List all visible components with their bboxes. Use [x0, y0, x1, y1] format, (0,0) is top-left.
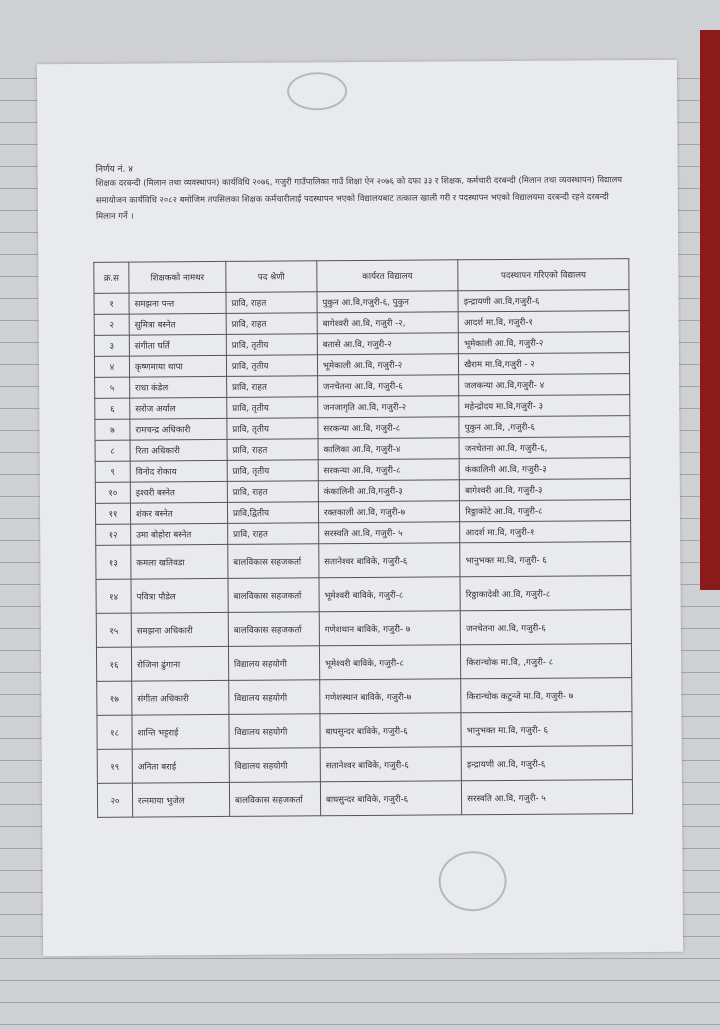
cell-name: कृष्णमाया थापा [129, 355, 226, 377]
ruled-line [0, 1024, 720, 1025]
cell-assigned-school: भानुभक्त मा.वि, गजुरी- ६ [460, 542, 631, 577]
cell-name: राधा कंडेल [130, 376, 227, 398]
cell-post: बालविकास सहजकर्ता [228, 578, 319, 613]
cell-current-school: कंकालिनी आ.वि,गजुरी-३ [318, 480, 459, 502]
cell-serial: ९ [95, 461, 130, 482]
cell-current-school: बाघसुन्दर बाविके, गजुरी-६ [320, 713, 462, 748]
cell-current-school: गणेशथान बाविके, गजुरी- ७ [319, 611, 461, 646]
cell-current-school: जनचेतना आ.वि, गजुरी-६ [317, 375, 458, 397]
cell-serial: १६ [96, 647, 131, 681]
cell-name: रिता अधिकारी [130, 439, 227, 461]
cell-post: प्रावि, राहत [227, 523, 318, 545]
cell-assigned-school: किरान्चोक कटुन्जे मा.वि, गजुरी- ७ [461, 678, 632, 713]
cell-serial: १० [95, 482, 130, 503]
decision-heading: निर्णय नं. ४ [95, 164, 133, 175]
cell-current-school: बतासे आ.वि, गजुरी-२ [317, 333, 458, 355]
office-stamp-bottom [438, 851, 506, 911]
table-row [97, 712, 632, 750]
table-row [96, 610, 631, 648]
cell-assigned-school: जलकन्या आ.वि,गजुरी- ४ [459, 374, 630, 396]
cell-serial: ७ [95, 419, 130, 440]
cell-post: प्रावि, तृतीय [227, 460, 318, 482]
cell-assigned-school: पुकुन आ.वि, ,गजुरी-६ [459, 416, 630, 438]
table-body [94, 290, 633, 818]
teacher-transfer-table [93, 258, 633, 818]
cell-name: कमला खतिवडा [131, 544, 228, 579]
cell-assigned-school: रिठ्ठाकादेवी आ.वि, गजुरी-८ [460, 576, 631, 611]
cell-post: प्रावि, तृतीय [227, 418, 318, 440]
cell-assigned-school: महेन्द्रोदय मा.वि,गजुरी- ३ [459, 395, 630, 417]
cell-post: प्रावि, तृतीय [226, 334, 317, 356]
cell-name: रत्नमाया भुजेल [132, 782, 229, 817]
cell-name: विनोद रोकाय [130, 460, 227, 482]
ruled-line [0, 958, 720, 959]
cell-serial: ४ [94, 356, 129, 377]
cell-serial: ३ [94, 335, 129, 356]
cell-current-school: सरस्वति आ.वि, गजुरी- ५ [318, 522, 459, 544]
cell-post: प्रावि, तृतीय [226, 355, 317, 377]
cell-name: सरोज अर्याल [130, 397, 227, 419]
table-row [97, 746, 632, 784]
cell-serial: १२ [96, 524, 131, 545]
cell-current-school: रक्तकाली आ.वि, गजुरी-७ [318, 501, 459, 523]
cell-name: संगीता अधिकारी [132, 680, 229, 715]
cell-post: विद्यालय सहयोगी [229, 748, 320, 783]
cell-name: रामचन्द्र अधिकारी [130, 418, 227, 440]
cell-assigned-school: भानुभक्त मा.वि, गजुरी- ६ [461, 712, 632, 747]
header-current-school: कार्यरत विद्यालय [317, 260, 459, 292]
cell-assigned-school: जनचेतना आ.वि, गजुरी-६ [460, 610, 631, 645]
cell-name: समझना पन्त [129, 292, 226, 314]
cell-post: प्रावि, राहत [226, 292, 317, 314]
cell-name: रोजिना ढुंगाना [131, 646, 228, 681]
cell-serial: ५ [95, 377, 130, 398]
cell-post: विद्यालय सहयोगी [228, 646, 319, 681]
cell-name: शंकर बस्नेत [130, 502, 227, 524]
cell-post: बालविकास सहजकर्ता [228, 612, 319, 647]
cell-serial: १८ [97, 715, 132, 749]
red-binder-edge [700, 30, 720, 590]
cell-current-school: भूमेश्वरी बाविके, गजुरी-८ [319, 645, 461, 680]
cell-name: अनिता बराई [132, 748, 229, 783]
cell-serial: ८ [95, 440, 130, 461]
cell-serial: २ [94, 314, 129, 335]
cell-assigned-school: इन्द्रायणी आ.वि, गजुरी-६ [461, 746, 632, 781]
cell-post: प्रावि, राहत [227, 481, 318, 503]
cell-current-school: भूमेकाली आ.वि, गजुरी-२ [317, 354, 458, 376]
cell-assigned-school: किरान्चोक मा.वि, ,गजुरी- ८ [461, 644, 632, 679]
cell-assigned-school: बागेश्वरी आ.वि, गजुरी-३ [460, 479, 631, 501]
decision-intro-paragraph: शिक्षक दरबन्दी (मिलान तथा व्यवस्थापन) कार्यविधि २०७६, गजुरी गाउँपालिका गाउँ शिक्षा ऐन २०७६ को दफा ३३ र शिक्षक, कर्मचारी दरबन्दी (मिलान तथा व्यवस्थापन) विद्यालय समायोजन कार्यविधि २०८२ बमोजिम तपसिलका शिक्षक कर्मचारीलाई पदस्थापन भएको विद्यालयबाट तत्काल खाली गरी र पदस्थापन भएको विद्यालयमा दरबन्दी रहने दरबन्दी मिलान गर्ने । [95, 174, 623, 222]
document-sheet [37, 60, 683, 956]
cell-serial: १ [94, 293, 129, 314]
cell-current-school: सतानेश्वर बाविके, गजुरी-६ [319, 543, 461, 578]
cell-name: संगीता घर्ति [129, 334, 226, 356]
cell-post: प्रावि,द्वितीय [227, 502, 318, 524]
table-row [96, 542, 631, 580]
cell-serial: ११ [95, 503, 130, 524]
cell-name: पवित्रा पौडेल [131, 578, 228, 613]
cell-serial: २० [97, 783, 132, 817]
cell-name: सुमित्रा बस्नेत [129, 313, 226, 335]
cell-post: बालविकास सहजकर्ता [228, 544, 319, 579]
cell-current-school: भूमेश्वरी बाविके, गजुरी-८ [319, 577, 461, 612]
cell-current-school: जनजागृति आ.वि, गजुरी-२ [318, 396, 459, 418]
table-row [97, 678, 632, 716]
cell-serial: १५ [96, 613, 131, 647]
cell-serial: ६ [95, 398, 130, 419]
cell-post: विद्यालय सहयोगी [229, 714, 320, 749]
cell-name: समझना अधिकारी [131, 612, 228, 647]
table-header-row [94, 259, 629, 294]
table-row [96, 644, 631, 682]
cell-post: विद्यालय सहयोगी [229, 680, 320, 715]
cell-current-school: सरकन्या आ.वि, गजुरी-८ [318, 459, 459, 481]
cell-assigned-school: सरस्वति आ.वि, गजुरी- ५ [462, 780, 633, 815]
cell-post: बालविकास सहजकर्ता [229, 782, 320, 817]
header-post: पद श्रेणी [226, 261, 317, 293]
cell-assigned-school: जनचेतना आ.वि, गजुरी-६, [459, 437, 630, 459]
cell-post: प्रावि, राहत [226, 376, 317, 398]
cell-current-school: गणेशस्थान बाविके, गजुरी-७ [320, 679, 462, 714]
cell-serial: १४ [96, 579, 131, 613]
cell-assigned-school: इन्द्रायणी आ.वि,गजुरी-६ [458, 290, 629, 312]
cell-current-school: बाघसुन्दर बाविके, गजुरी-६ [320, 781, 462, 816]
cell-current-school: पुकुन आ.वि,गजुरी-६, पुकुन [317, 291, 458, 313]
cell-current-school: सतानेश्वर बाविके, गजुरी-६ [320, 747, 462, 782]
header-assigned-school: पदस्थापन गरिएको विद्यालय [458, 259, 629, 291]
cell-post: प्रावि, राहत [227, 439, 318, 461]
cell-assigned-school: आदर्श मा.वि, गजुरी-१ [460, 521, 631, 543]
cell-post: प्रावि, राहत [226, 313, 317, 335]
cell-serial: १७ [97, 681, 132, 715]
cell-name: उमा बोहोरा बस्नेत [131, 523, 228, 545]
cell-assigned-school: कंकालिनी आ.वि, गजुरी-३ [459, 458, 630, 480]
cell-current-school: बागेश्वरी आ.वि, गजुरी -२, [317, 312, 458, 334]
cell-assigned-school: खैराम मा.वि,गजुरी - २ [459, 353, 630, 375]
table-row [96, 576, 631, 614]
cell-serial: १३ [96, 545, 131, 579]
table-row [97, 780, 632, 818]
office-stamp-top [287, 72, 347, 110]
cell-name: शान्ति भट्टराई [132, 714, 229, 749]
header-serial: क्र.स [94, 262, 129, 293]
cell-assigned-school: आदर्श मा.वि, गजुरी-१ [458, 311, 629, 333]
cell-post: प्रावि, तृतीय [227, 397, 318, 419]
ruled-line [0, 1002, 720, 1003]
ruled-line [0, 980, 720, 981]
cell-current-school: सरकन्या आ.वि, गजुरी-८ [318, 417, 459, 439]
cell-current-school: कालिका आ.वि, गजुरी-४ [318, 438, 459, 460]
cell-assigned-school: भूमेकाली आ.वि, गजुरी-२ [459, 332, 630, 354]
cell-name: इश्वरी बस्नेत [130, 481, 227, 503]
cell-assigned-school: रिठ्ठाकोटे आ.वि, गजुरी-८ [460, 500, 631, 522]
header-name: शिक्षकको नामथर [129, 261, 226, 293]
cell-serial: १९ [97, 749, 132, 783]
